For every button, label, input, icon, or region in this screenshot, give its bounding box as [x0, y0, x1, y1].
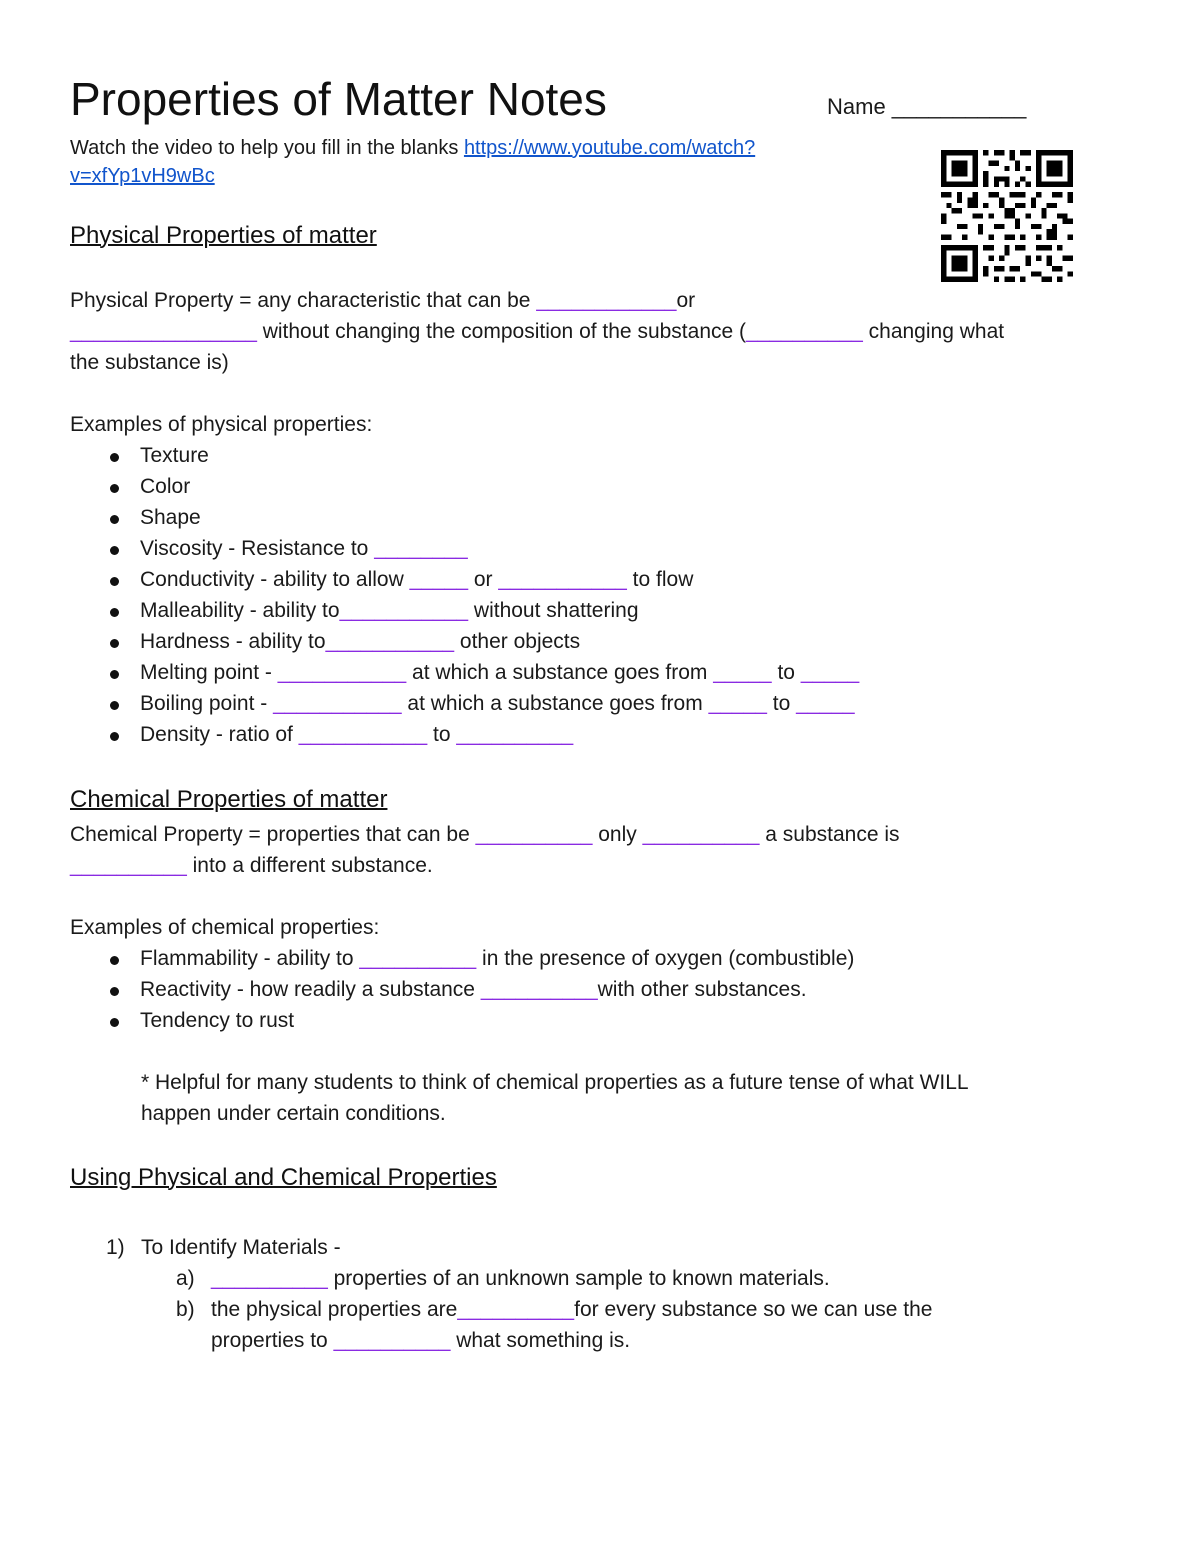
- item-text: properties of an unknown sample to known materials.: [327, 1267, 830, 1290]
- definition-text: without changing the composition of the substance (: [256, 320, 747, 343]
- sub-item-label: b): [176, 1298, 195, 1321]
- bullet-icon: [110, 732, 119, 741]
- blank: ____________: [536, 289, 677, 312]
- chemical-properties-heading: Chemical Properties of matter: [70, 786, 388, 813]
- item-text: Boiling point -: [140, 692, 274, 715]
- definition-text: Chemical Property = properties that can be: [70, 823, 476, 846]
- blank: _____: [708, 692, 767, 715]
- item-text: Conductivity - ability to allow: [140, 568, 410, 591]
- blank: __________: [70, 854, 187, 877]
- chemical-examples-list: [70, 943, 1130, 1036]
- bullet-icon: [110, 639, 119, 648]
- chemical-definition-line-2: [70, 850, 433, 881]
- definition-text: into a different substance.: [186, 854, 433, 877]
- item-text: for every substance so we can use the: [574, 1298, 933, 1321]
- bullet-icon: [110, 577, 119, 586]
- physical-definition-line-1: [70, 285, 695, 316]
- bullet-icon: [110, 1018, 119, 1027]
- qr-code-icon: [940, 150, 1074, 282]
- item-text: Viscosity - Resistance to: [140, 537, 375, 560]
- physical-definition-line-2: [70, 316, 1004, 347]
- item-text: without shattering: [468, 599, 639, 622]
- blank: ___________: [273, 692, 402, 715]
- chemical-examples-label: Examples of chemical properties:: [70, 916, 380, 939]
- chemical-note-line-2: happen under certain conditions.: [141, 1102, 446, 1125]
- item-text: Malleability - ability to: [140, 599, 340, 622]
- bullet-icon: [110, 701, 119, 710]
- bullet-icon: [110, 670, 119, 679]
- list-number: 1): [106, 1236, 125, 1259]
- item-text: other objects: [454, 630, 581, 653]
- item-text: Density - ratio of: [140, 723, 299, 746]
- item-text: at which a substance goes from: [406, 661, 714, 684]
- bullet-icon: [110, 956, 119, 965]
- list-item: [70, 626, 1130, 657]
- blank: __________: [456, 723, 574, 746]
- item-text: to: [766, 692, 797, 715]
- item-text: Flammability - ability to: [140, 947, 360, 970]
- item-text: what something is.: [450, 1329, 631, 1352]
- list-item: [70, 564, 1130, 595]
- list-item: [70, 1005, 1130, 1036]
- item-text: Tendency to rust: [140, 1009, 295, 1032]
- sub-item-b-line-2: [211, 1325, 630, 1356]
- list-item: [70, 595, 1130, 626]
- item-text: Color: [140, 475, 191, 498]
- item-text: to: [427, 723, 457, 746]
- list-item: [70, 533, 1130, 564]
- physical-definition-line-3: the substance is): [70, 351, 229, 374]
- definition-text: changing what: [862, 320, 1005, 343]
- list-item: [70, 688, 1130, 719]
- item-text: to flow: [626, 568, 694, 591]
- definition-text: a substance is: [759, 823, 900, 846]
- list-item: [70, 943, 1130, 974]
- bullet-icon: [110, 608, 119, 617]
- list-item: [70, 974, 1130, 1005]
- item-text: to: [771, 661, 801, 684]
- blank: __________: [475, 823, 593, 846]
- numbered-item-identify: To Identify Materials -: [141, 1236, 341, 1259]
- chemical-note-line-1: * Helpful for many students to think of chemical properties as a future tense of what WILL: [141, 1071, 969, 1094]
- bullet-icon: [110, 987, 119, 996]
- blank: __________: [642, 823, 760, 846]
- video-link-part-2[interactable]: v=xfYp1vH9wBc: [70, 165, 215, 187]
- video-instructions: [70, 134, 755, 190]
- blank: __________: [746, 320, 863, 343]
- blank: ___________: [498, 568, 627, 591]
- item-text: Texture: [140, 444, 209, 467]
- definition-text: or: [676, 289, 696, 312]
- list-item: [70, 657, 1130, 688]
- blank: ________________: [70, 320, 257, 343]
- bullet-icon: [110, 484, 119, 493]
- bullet-icon: [110, 546, 119, 555]
- blank: __________: [457, 1298, 575, 1321]
- item-text: in the presence of oxygen (combustible): [476, 947, 855, 970]
- list-item: [70, 440, 1130, 471]
- name-field-label: Name ___________: [827, 94, 1027, 119]
- list-item: [70, 719, 1130, 750]
- physical-examples-list: [70, 440, 1130, 750]
- physical-examples-label: Examples of physical properties:: [70, 413, 373, 436]
- sub-item-a: [211, 1263, 830, 1294]
- chemical-definition-line-1: [70, 819, 900, 850]
- video-link-part-1[interactable]: https://www.youtube.com/watch?: [463, 137, 756, 159]
- blank: ___________: [298, 723, 428, 746]
- item-text: Reactivity - how readily a substance: [140, 978, 481, 1001]
- page-title: Properties of Matter Notes: [70, 73, 607, 125]
- item-text: properties to: [211, 1329, 334, 1352]
- item-text: at which a substance goes from: [401, 692, 709, 715]
- blank: ___________: [277, 661, 407, 684]
- definition-text: only: [592, 823, 643, 846]
- bullet-icon: [110, 515, 119, 524]
- definition-text: Physical Property = any characteristic that can be: [70, 289, 537, 312]
- blank: ________: [374, 537, 468, 560]
- item-text: Shape: [140, 506, 201, 529]
- sub-item-label: a): [176, 1267, 195, 1290]
- blank: _____: [713, 661, 772, 684]
- item-text: with other substances.: [597, 978, 807, 1001]
- bullet-icon: [110, 453, 119, 462]
- blank: _____: [409, 568, 469, 591]
- item-text: or: [468, 568, 499, 591]
- blank: __________: [333, 1329, 451, 1352]
- item-text: the physical properties are: [211, 1298, 458, 1321]
- sub-item-b-line-1: [211, 1294, 932, 1325]
- item-text: Melting point -: [140, 661, 278, 684]
- instructions-text: Watch the video to help you fill in the blanks: [70, 137, 464, 159]
- list-item: [70, 471, 1130, 502]
- blank: __________: [359, 947, 477, 970]
- blank: ___________: [325, 630, 455, 653]
- list-item: [70, 502, 1130, 533]
- physical-properties-heading: Physical Properties of matter: [70, 222, 377, 249]
- blank: ___________: [339, 599, 469, 622]
- blank: _____: [796, 692, 855, 715]
- blank: _____: [800, 661, 860, 684]
- blank: __________: [480, 978, 598, 1001]
- item-text: Hardness - ability to: [140, 630, 326, 653]
- blank: __________: [211, 1267, 328, 1290]
- using-properties-heading: Using Physical and Chemical Properties: [70, 1164, 497, 1191]
